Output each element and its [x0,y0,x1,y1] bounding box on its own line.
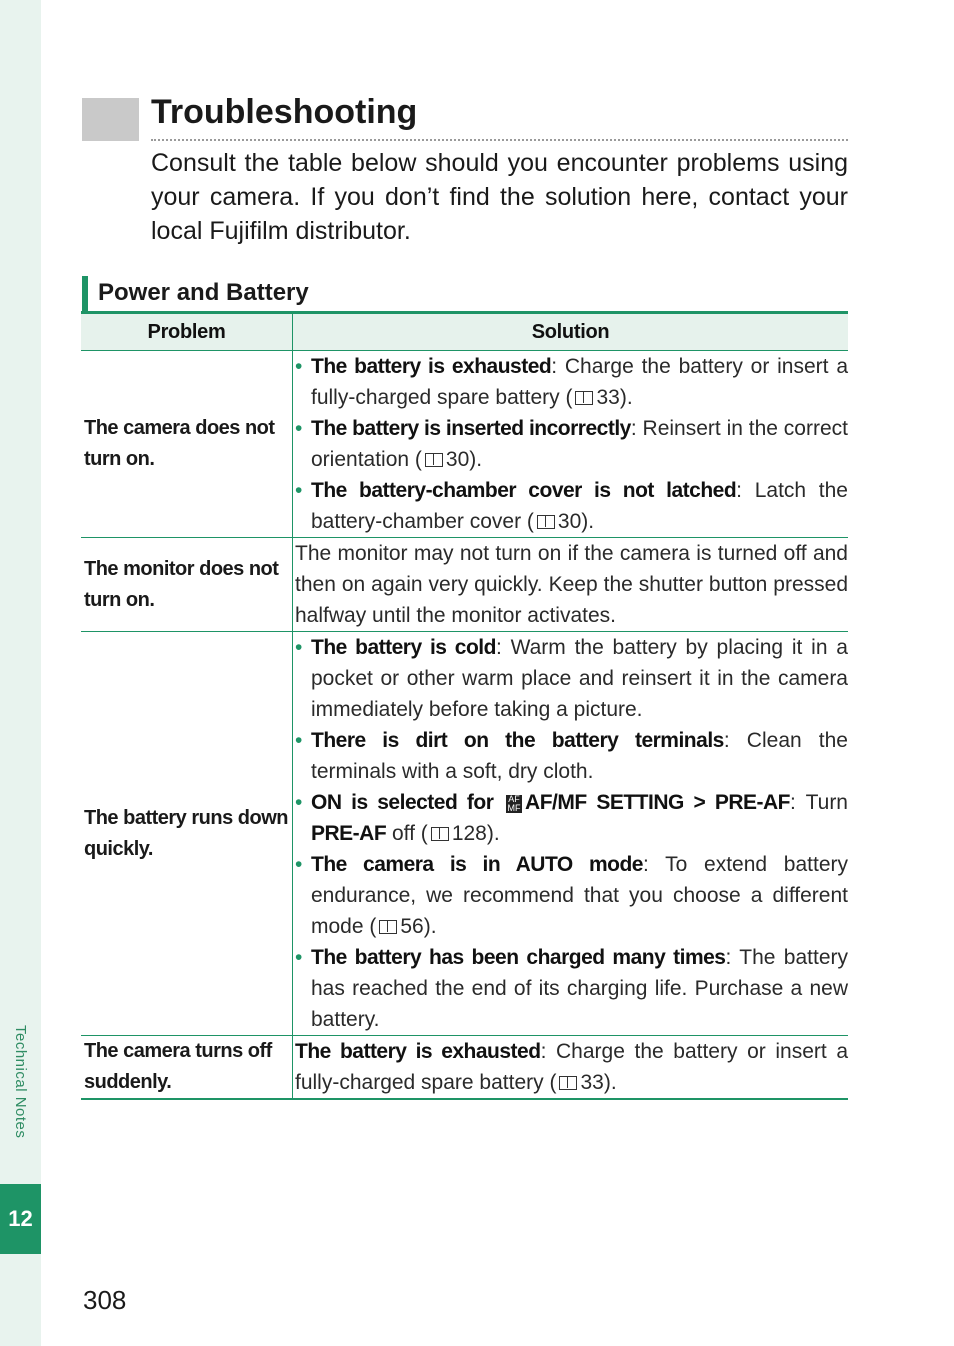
problem-cell: The monitor does not turn on. [81,538,293,632]
solution-list [295,351,848,537]
book-icon [431,827,449,841]
book-icon [379,920,397,934]
section-heading: Power and Battery [98,279,309,306]
problem-header: Problem [81,313,293,351]
page-reference[interactable]: 30 [445,448,470,471]
af-mf-icon: AF MF [507,794,521,813]
table-row [81,1036,848,1100]
list-item: • There is dirt on the battery terminals: Clean the terminals with a soft, dry cloth. [295,725,848,787]
list-item: • The battery-chamber cover is not latched: Latch the battery-chamber cover ( 30). [295,475,848,537]
solution-text: The battery is exhausted: Charge the battery or insert a fully-charged spare battery ( 33). [295,1040,848,1094]
problem-cell: The battery runs down quickly. [81,632,293,1036]
book-icon [537,515,555,529]
book-icon [575,391,593,405]
solution-text: The monitor may not turn on if the camera is turned off and then on again very quickly. Keep the shutter button pressed halfway until the monitor activates. [295,542,848,627]
chapter-tab[interactable]: 12 [0,1184,41,1254]
list-item: • ON is selected for AF MF AF/MF SETTING > PRE-AF: Turn PRE-AF off ( 128). [295,787,848,849]
solution-header: Solution [531,320,610,343]
troubleshooting-table [81,311,848,1100]
solution-cell [293,632,849,1036]
table-row [81,351,848,538]
list-item: • The battery is cold: Warm the battery by placing it in a pocket or other warm place and reinsert it in the camera immediately before taking a picture. [295,632,848,725]
list-item: • The battery is inserted incorrectly: Reinsert in the correct orientation ( 30). [295,413,848,475]
section-marker [82,276,88,311]
title-marker [82,98,139,141]
page-reference[interactable]: 128 [451,822,487,845]
book-icon [559,1076,577,1090]
page-number: 308 [83,1285,127,1315]
book-icon [425,453,443,467]
intro-paragraph: Consult the table below should you encounter problems using your camera. If you don’t find the solution here, contact your local Fujifilm distributor. [151,149,848,245]
page-reference[interactable]: 56 [400,915,424,938]
list-item: • The battery has been charged many times: The battery has reached the end of its charging life. Purchase a new battery. [295,942,848,1035]
problem-cell: The camera does not turn on. [81,351,293,538]
title-divider [151,139,848,141]
section-tab-label: Technical Notes [12,1025,29,1139]
solution-cell [293,351,849,538]
solution-list [295,632,848,1035]
page-reference[interactable]: 30 [557,510,582,533]
list-item: • The battery is exhausted: Charge the battery or insert a fully-charged spare battery ( 33). [295,351,848,413]
table-row [81,538,848,632]
page-title: Troubleshooting [151,93,418,131]
side-strip [0,0,41,1346]
solution-cell [293,538,849,632]
page-reference[interactable]: 33 [596,386,620,409]
page-reference[interactable]: 33 [580,1071,604,1094]
solution-cell [293,1036,849,1100]
table-row [81,632,848,1036]
list-item: • The camera is in AUTO mode: To extend battery endurance, we recommend that you choose a different mode ( 56). [295,849,848,942]
problem-cell: The camera turns off suddenly. [81,1036,293,1100]
table-header-row [81,313,848,351]
